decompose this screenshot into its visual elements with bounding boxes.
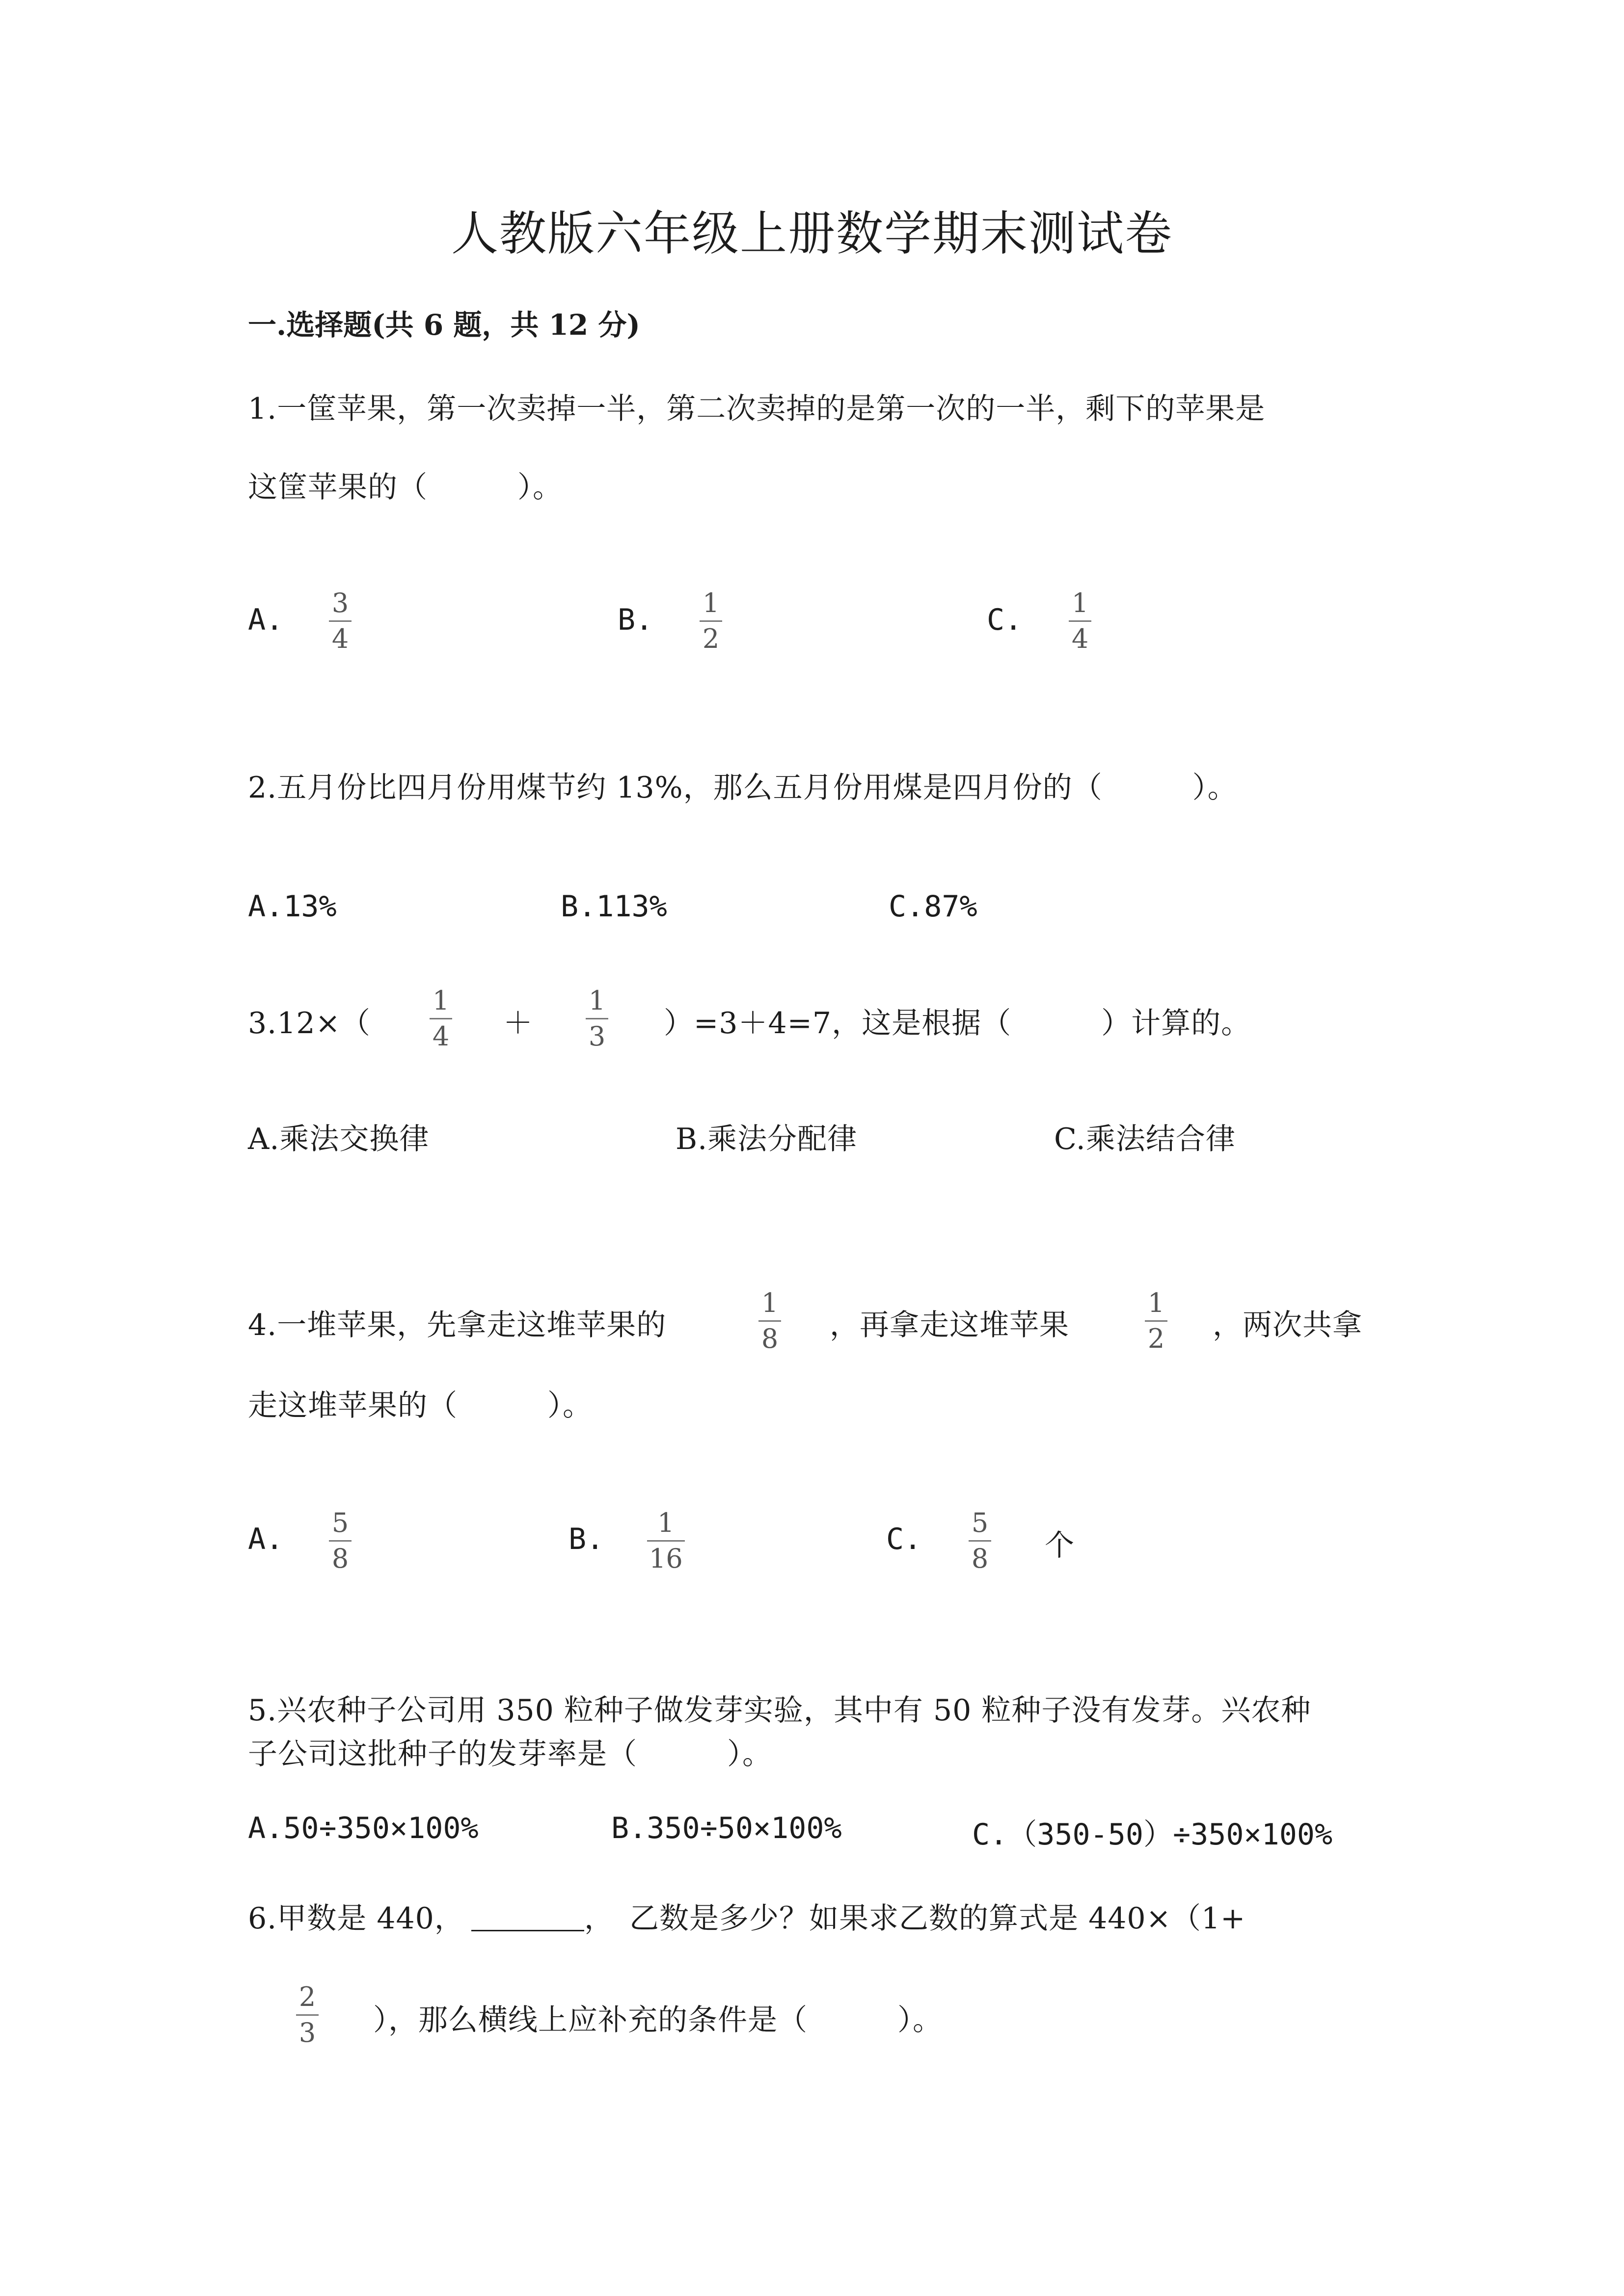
question-3-suffix: ）=3＋4=7，这是根据（ ）计算的。 (664, 1006, 1251, 1041)
question-4-line-2: 走这堆苹果的（ ）。 (248, 1388, 593, 1423)
q5-option-b[interactable]: B.350÷50×100% (611, 1811, 842, 1845)
q2-option-b[interactable]: B.113% (561, 889, 667, 924)
q4-fraction-2: 1 2 (1145, 1290, 1167, 1352)
q2-option-c[interactable]: C.87% (889, 889, 977, 924)
q1-option-b-fraction: 1 2 (700, 590, 722, 652)
q4-option-a-label[interactable]: A. (248, 1522, 284, 1556)
q5-option-c[interactable]: C.（350-50）÷350×100% (972, 1817, 1333, 1852)
question-3-prefix: 3.12×（ (248, 1006, 371, 1041)
q1-option-c-fraction: 1 4 (1069, 590, 1091, 652)
question-5-line-2: 子公司这批种子的发芽率是（ ）。 (248, 1737, 772, 1771)
question-2-line-1: 2.五月份比四月份用煤节约 13%，那么五月份用煤是四月份的（ ）。 (248, 771, 1238, 805)
page-title: 人教版六年级上册数学期末测试卷 (451, 206, 1173, 261)
question-6-part-1: 6.甲数是 440， (248, 1901, 464, 1936)
question-4-part-2: ，再拿走这堆苹果 (830, 1308, 1069, 1342)
q4-option-c-unit: 个 (1045, 1528, 1075, 1563)
q1-option-a-label[interactable]: A. (248, 603, 284, 637)
q4-option-c-label[interactable]: C. (886, 1522, 922, 1556)
q3-option-b[interactable]: B.乘法分配律 (676, 1122, 858, 1156)
q1-option-a-fraction: 3 4 (329, 590, 352, 652)
question-4-part-3: ，两次共拿 (1213, 1308, 1362, 1342)
q4-option-b-label[interactable]: B. (568, 1522, 604, 1556)
q3-fraction-1: 1 4 (430, 988, 452, 1050)
q4-fraction-1: 1 8 (758, 1290, 781, 1352)
question-5-line-1: 5.兴农种子公司用 350 粒种子做发芽实验，其中有 50 粒种子没有发芽。兴农种 (248, 1693, 1311, 1728)
q4-option-b-fraction: 1 16 (647, 1510, 685, 1572)
q3-fraction-2: 1 3 (586, 988, 608, 1050)
q4-option-a-fraction: 5 8 (329, 1510, 352, 1572)
q3-option-c[interactable]: C.乘法结合律 (1054, 1122, 1236, 1156)
section-heading: 一.选择题(共 6 题，共 12 分) (248, 308, 640, 342)
q4-option-c-fraction: 5 8 (969, 1510, 991, 1572)
q1-option-b-label[interactable]: B. (618, 603, 653, 637)
q6-answer-blank[interactable] (471, 1930, 584, 1931)
q3-plus-sign: ＋ (503, 1006, 533, 1041)
question-1-line-1: 1.一筐苹果，第一次卖掉一半，第二次卖掉的是第一次的一半，剩下的苹果是 (248, 392, 1266, 426)
question-6-line-2: ），那么横线上应补充的条件是（ ）。 (373, 2003, 943, 2037)
q6-fraction: 2 3 (296, 1984, 319, 2046)
q5-option-a[interactable]: A.50÷350×100% (248, 1811, 479, 1845)
question-6-part-2: ， 乙数是多少？如果求乙数的算式是 440×（1+ (584, 1901, 1246, 1936)
q3-option-a[interactable]: A.乘法交换律 (248, 1122, 430, 1156)
q1-option-c-label[interactable]: C. (987, 603, 1023, 637)
question-4-part-1: 4.一堆苹果，先拿走这堆苹果的 (248, 1308, 667, 1342)
q2-option-a[interactable]: A.13% (248, 889, 337, 924)
question-1-line-2: 这筐苹果的（ ）。 (248, 470, 563, 505)
